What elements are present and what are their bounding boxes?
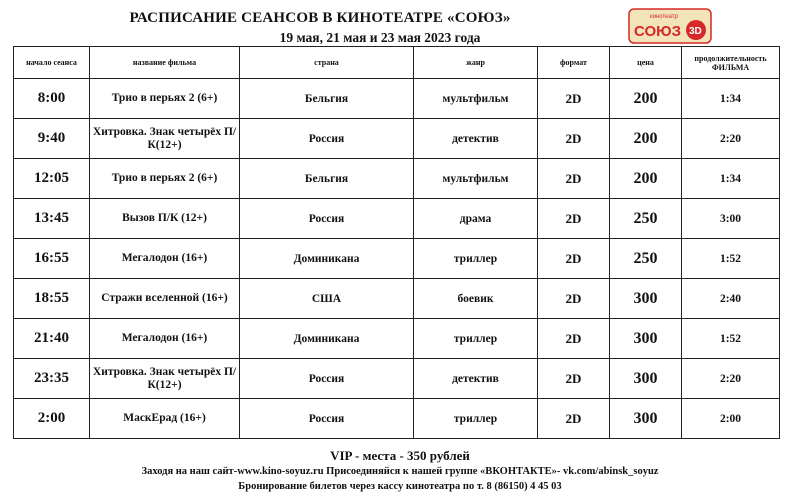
cell-format: 2D	[538, 399, 610, 439]
cell-time: 9:40	[14, 119, 90, 159]
cell-film: Вызов П/К (12+)	[90, 199, 240, 239]
cell-price: 250	[610, 239, 682, 279]
cell-genre: триллер	[414, 319, 538, 359]
cell-country: Бельгия	[240, 159, 414, 199]
cinema-logo	[628, 6, 712, 46]
header-format: формат	[538, 47, 610, 79]
cell-price: 200	[610, 79, 682, 119]
cell-country: Россия	[240, 119, 414, 159]
header-time: начало сеанса	[14, 47, 90, 79]
cell-genre: детектив	[414, 359, 538, 399]
cell-country: Доминикана	[240, 319, 414, 359]
cell-format: 2D	[538, 319, 610, 359]
table-header-row	[14, 47, 780, 79]
cell-price: 300	[610, 319, 682, 359]
cell-format: 2D	[538, 159, 610, 199]
header-country: страна	[240, 47, 414, 79]
table-row	[14, 159, 780, 199]
website-info: Заходя на наш сайт-www.kino-soyuz.ru Присоединяйся к нашей группе «ВКОНТАКТЕ»- vk.com/abinsk_soyuz	[141, 466, 659, 477]
cell-time: 21:40	[14, 319, 90, 359]
cell-country: Бельгия	[240, 79, 414, 119]
cell-country: Доминикана	[240, 239, 414, 279]
header-price: цена	[610, 47, 682, 79]
cell-genre: детектив	[414, 119, 538, 159]
cell-price: 200	[610, 119, 682, 159]
cell-format: 2D	[538, 79, 610, 119]
cell-time: 12:05	[14, 159, 90, 199]
cell-duration: 2:00	[682, 399, 780, 439]
header-film: название фильма	[90, 47, 240, 79]
cell-film: Хитровка. Знак четырёх П/К(12+)	[90, 359, 240, 399]
table-row	[14, 239, 780, 279]
table-row	[14, 279, 780, 319]
cell-time: 2:00	[14, 399, 90, 439]
cell-duration: 1:34	[682, 159, 780, 199]
cell-film: Хитровка. Знак четырёх П/К(12+)	[90, 119, 240, 159]
cell-film: МаскЕрад (16+)	[90, 399, 240, 439]
cell-time: 23:35	[14, 359, 90, 399]
cell-genre: мультфильм	[414, 159, 538, 199]
cell-duration: 1:52	[682, 239, 780, 279]
cell-film: Стражи вселенной (16+)	[90, 279, 240, 319]
logo-wordmark: СОЮЗ	[634, 23, 681, 40]
cell-duration: 2:20	[682, 359, 780, 399]
schedule-dates: 19 мая, 21 мая и 23 мая 2023 года	[279, 30, 481, 45]
cell-duration: 1:52	[682, 319, 780, 359]
table-row	[14, 119, 780, 159]
cell-time: 18:55	[14, 279, 90, 319]
header-genre: жанр	[414, 47, 538, 79]
schedule-table	[13, 46, 780, 439]
table-row	[14, 399, 780, 439]
cell-price: 300	[610, 279, 682, 319]
table-row	[14, 319, 780, 359]
table-row	[14, 199, 780, 239]
header-duration: продолжительность ФИЛЬМА	[682, 47, 780, 79]
cell-genre: мультфильм	[414, 79, 538, 119]
cell-genre: боевик	[414, 279, 538, 319]
cell-country: США	[240, 279, 414, 319]
cell-country: Россия	[240, 359, 414, 399]
cell-time: 16:55	[14, 239, 90, 279]
vip-price-note: VIP - места - 350 рублей	[330, 448, 470, 463]
cell-film: Мегалодон (16+)	[90, 319, 240, 359]
cell-format: 2D	[538, 119, 610, 159]
cell-film: Трио в перьях 2 (6+)	[90, 79, 240, 119]
cell-format: 2D	[538, 239, 610, 279]
logo-3d-badge: 3D	[689, 26, 702, 37]
cell-price: 200	[610, 159, 682, 199]
page-title: РАСПИСАНИЕ СЕАНСОВ В КИНОТЕАТРЕ «СОЮЗ»	[129, 10, 511, 26]
cell-format: 2D	[538, 279, 610, 319]
cell-time: 13:45	[14, 199, 90, 239]
cell-price: 300	[610, 359, 682, 399]
cell-format: 2D	[538, 199, 610, 239]
cell-film: Трио в перьях 2 (6+)	[90, 159, 240, 199]
cell-duration: 2:20	[682, 119, 780, 159]
cell-country: Россия	[240, 399, 414, 439]
cell-time: 8:00	[14, 79, 90, 119]
cell-country: Россия	[240, 199, 414, 239]
table-row	[14, 79, 780, 119]
cell-genre: триллер	[414, 399, 538, 439]
booking-info: Бронирование билетов через кассу кинотеатра по т. 8 (86150) 4 45 03	[238, 481, 562, 492]
cell-duration: 3:00	[682, 199, 780, 239]
logo-caption: кинотеатр	[650, 14, 678, 20]
cell-price: 250	[610, 199, 682, 239]
cell-genre: триллер	[414, 239, 538, 279]
cell-genre: драма	[414, 199, 538, 239]
cell-price: 300	[610, 399, 682, 439]
cell-film: Мегалодон (16+)	[90, 239, 240, 279]
cell-duration: 2:40	[682, 279, 780, 319]
table-row	[14, 359, 780, 399]
cell-format: 2D	[538, 359, 610, 399]
cell-duration: 1:34	[682, 79, 780, 119]
